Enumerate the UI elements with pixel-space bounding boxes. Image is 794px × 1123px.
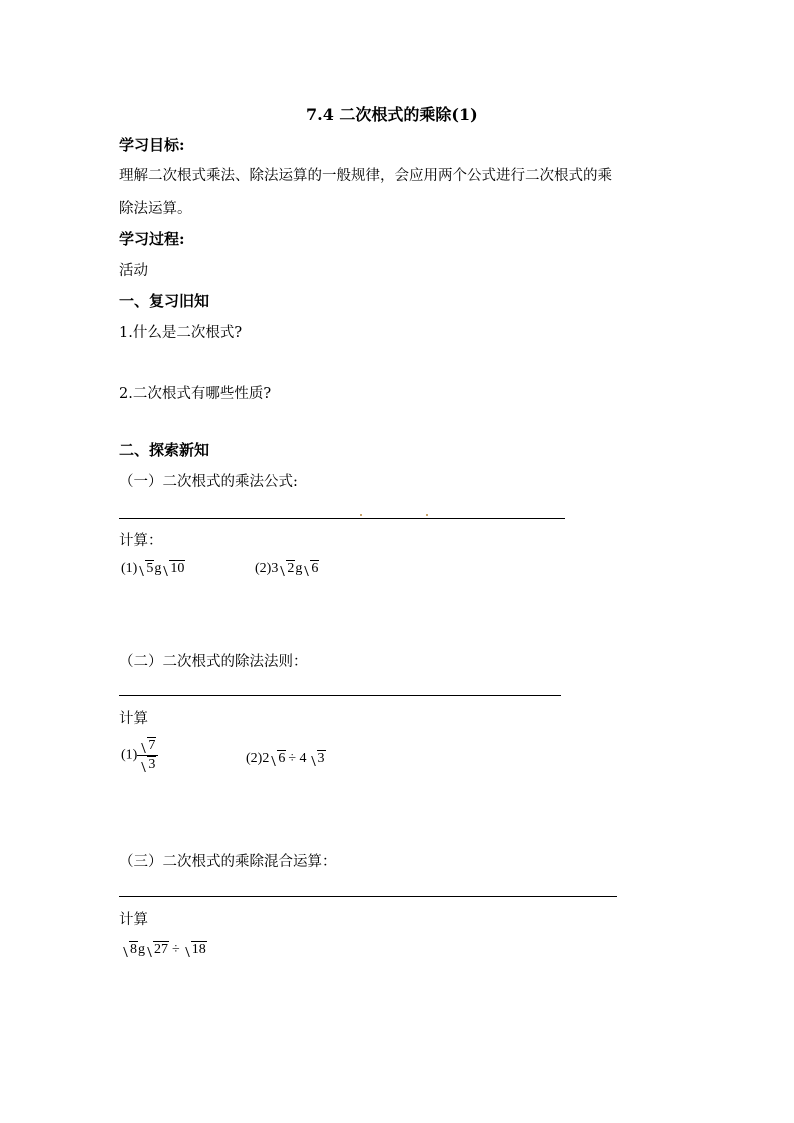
goals-text-line1: 理解二次根式乘法、除法运算的一般规律，会应用两个公式进行二次根式的乘 [119,168,612,184]
multiplication-exercise-2 [255,561,319,577]
sqrt-term: 2 [278,561,295,577]
multiplication-formula-heading: （一）二次根式的乘法公式: [119,474,298,490]
sqrt-term: 5 [137,561,154,577]
exercise-number: (2)2 [246,751,270,766]
calc-label-2: 计算 [119,711,148,727]
division-exercise-1 [121,738,158,773]
sqrt-term: 27 [145,942,169,958]
calc-label-1: 计算： [119,533,163,549]
mixed-operation-heading: （三）二次根式的乘除混合运算： [119,854,337,870]
multiply-symbol: g [154,561,162,576]
multiply-symbol: g [138,942,145,957]
page-title: 7.4 二次根式的乘除(1) [306,105,478,124]
activity-label: 活动 [119,263,148,279]
exercise-number: (1) [121,561,138,576]
sqrt-term: 6 [269,751,286,767]
sqrt-term: 10 [161,561,185,577]
exercise-number: (2)3 [255,561,279,576]
fraction: $\frac{7}{3}$ [137,738,158,773]
goals-heading: 学习目标: [119,136,185,154]
stray-mark [360,514,362,516]
mixed-exercise [121,942,207,958]
sqrt-term: 6 [302,561,319,577]
divide-symbol: ÷ [172,942,180,957]
review-question-1: 1.什么是二次根式? [119,325,243,341]
stray-mark [426,514,428,516]
review-question-2: 2.二次根式有哪些性质? [119,386,272,402]
answer-blank-line-1 [119,518,565,519]
review-heading: 一、复习旧知 [119,292,210,310]
multiplication-exercise-1 [121,561,185,577]
sqrt-term: 3 [309,751,326,767]
process-heading: 学习过程: [119,230,185,248]
division-rule-heading: （二）二次根式的除法法则： [119,654,308,670]
answer-blank-line-2 [119,695,561,696]
exercise-number: (1) [121,747,138,763]
goals-text-line2: 除法运算。 [119,201,192,217]
answer-blank-line-3 [119,896,617,897]
explore-heading: 二、探索新知 [119,441,210,459]
sqrt-term: 18 [183,942,207,958]
divide-symbol: ÷ 4 [288,751,307,766]
division-exercise-2 [246,751,326,767]
sqrt-term: 8 [121,942,138,958]
multiply-symbol: g [295,561,303,576]
calc-label-3: 计算 [119,912,148,928]
